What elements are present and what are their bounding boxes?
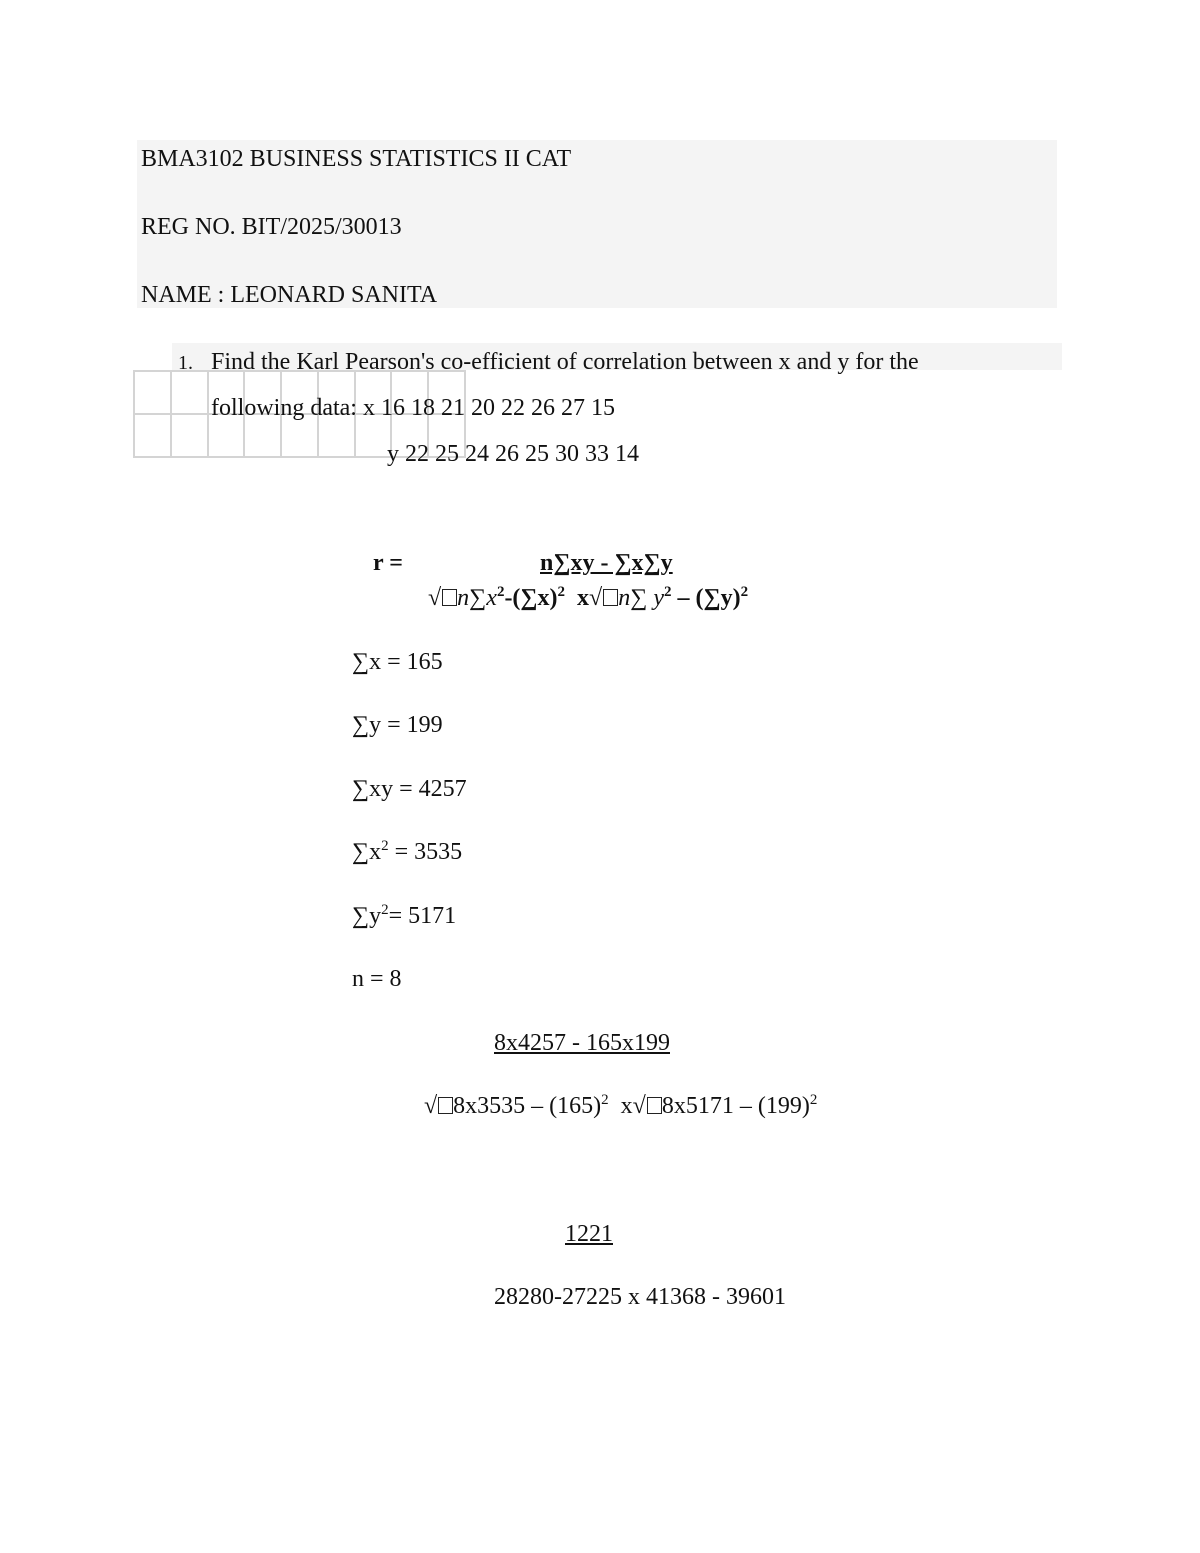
registration-number: REG NO. BIT/2025/30013 xyxy=(141,214,402,240)
question-text-line1: Find the Karl Pearson's co-efficient of correlation between x and y for the xyxy=(211,349,919,375)
student-name: NAME : LEONARD SANITA xyxy=(141,282,438,308)
formula-numerator: n∑xy - ∑x∑y xyxy=(540,550,673,576)
radical-box-icon xyxy=(438,1097,453,1114)
sum-x-squared: $\sum x^2 = 3535$ xyxy=(352,838,463,865)
sample-size: n = 8 xyxy=(352,966,402,992)
simplified-numerator: 1221 xyxy=(565,1221,613,1247)
sum-xy: ∑xy = 4257 xyxy=(352,776,467,802)
question-text-line2: following data: x 16 18 21 20 22 26 27 15 xyxy=(211,395,615,421)
course-title: BMA3102 BUSINESS STATISTICS II CAT xyxy=(141,146,572,172)
substituted-numerator: 8x4257 - 165x199 xyxy=(494,1030,670,1056)
simplified-denominator: 28280-27225 x 41368 - 39601 xyxy=(494,1284,786,1310)
sum-y: ∑y = 199 xyxy=(352,712,443,738)
radical-box-icon xyxy=(647,1097,662,1114)
formula-denominator: √ $n\sum x^2-(\sum x)^2$ x√ n∑ $y^2 - (\sum y)^2$ xyxy=(428,584,749,611)
substituted-denominator: √ $8x3535 - (165)^2$ x√ $8x5171 - (199)^2$ xyxy=(424,1092,818,1119)
formula-lhs: r = xyxy=(373,550,403,576)
sum-x: ∑x = 165 xyxy=(352,649,443,675)
sum-y-squared: $\sum y^2= 5171$ xyxy=(352,902,457,929)
question-text-line3: y 22 25 24 26 25 30 33 14 xyxy=(387,441,639,467)
radical-box-icon xyxy=(442,589,457,606)
radical-box-icon xyxy=(603,589,618,606)
question-number: 1. xyxy=(178,352,193,374)
